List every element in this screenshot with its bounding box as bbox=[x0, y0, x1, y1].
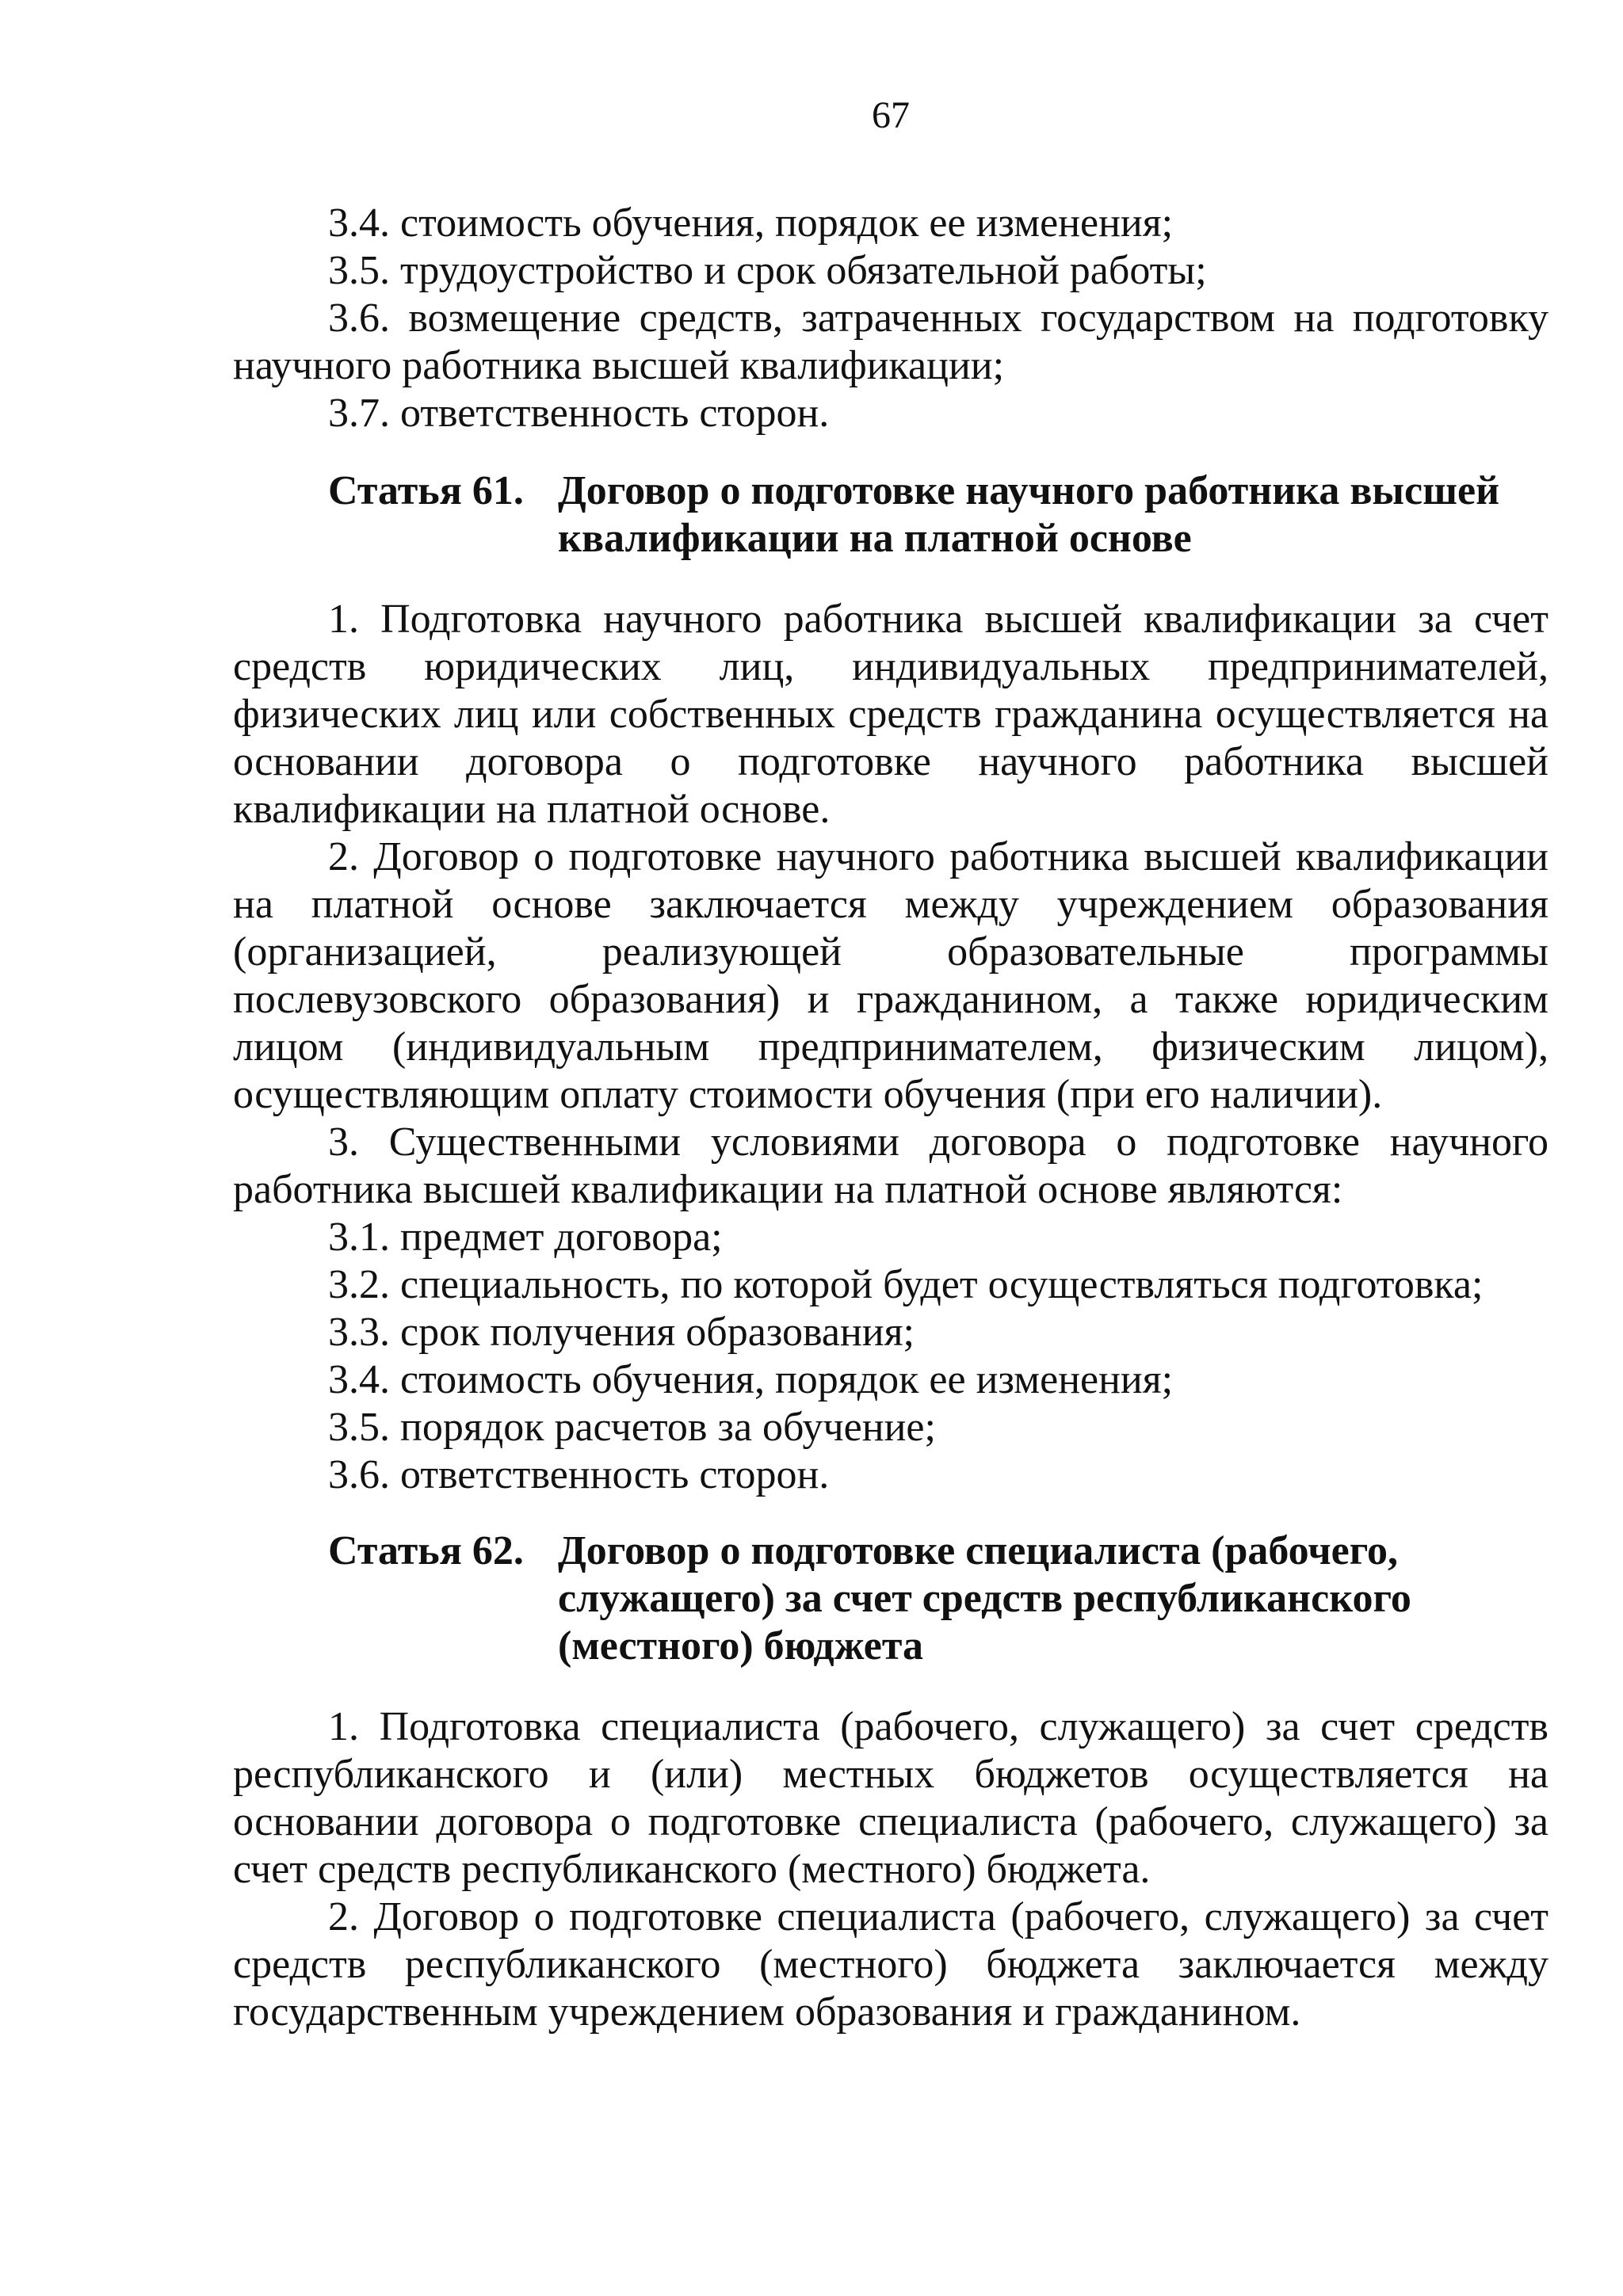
article-61-heading bbox=[328, 467, 1549, 563]
list-item: 3.7. ответственность сторон. bbox=[328, 391, 830, 436]
continued-list bbox=[233, 200, 1549, 437]
paragraph: 1. Подготовка специалиста (рабочего, служащего) за счет средств республиканского и (или) местных бюджетов осуществляется на основании договора о подготовке специалиста (рабочего, служащего) за счет средств республиканского (местного) бюджета. bbox=[233, 1704, 1549, 1892]
list-item: 3.3. срок получения образования; bbox=[328, 1310, 915, 1355]
list-item: 3.6. ответственность сторон. bbox=[328, 1452, 830, 1497]
list-item: 3.5. порядок расчетов за обучение; bbox=[328, 1405, 936, 1450]
page-number: 67 bbox=[872, 94, 910, 136]
list-item: 3.2. специальность, по которой будет осуществляться подготовка; bbox=[328, 1262, 1484, 1307]
paragraph: 3. Существенными условиями договора о подготовке научного работника высшей квалификации на платной основе являются: bbox=[233, 1119, 1549, 1212]
article-title: Договор о подготовке специалиста (рабочего, служащего) за счет средств республиканского (местного) бюджета bbox=[558, 1528, 1411, 1669]
article-62-body bbox=[233, 1703, 1549, 2036]
paragraph: 2. Договор о подготовке научного работника высшей квалификации на платной основе заключается между учреждением образования (организацией, реализующей образовательные программы послевузовского образования) и гражданином, а также юридическим лицом (индивидуальным предпринимателем, физическим лицом), осуществляющим оплату стоимости обучения (при его наличии). bbox=[233, 834, 1549, 1117]
list-item: 3.4. стоимость обучения, порядок ее изменения; bbox=[328, 200, 1174, 246]
article-62-heading bbox=[328, 1527, 1549, 1670]
article-number: Статья 62. bbox=[328, 1528, 524, 1573]
list-item: 3.4. стоимость обучения, порядок ее изменения; bbox=[328, 1357, 1174, 1402]
article-number: Статья 61. bbox=[328, 468, 524, 513]
list-item: 3.5. трудоустройство и срок обязательной работы; bbox=[328, 248, 1207, 293]
list-item: 3.1. предмет договора; bbox=[328, 1215, 723, 1260]
article-61-body bbox=[233, 596, 1549, 1499]
paragraph: 1. Подготовка научного работника высшей квалификации за счет средств юридических лиц, индивидуальных предпринимателей, физических лиц или собственных средств гражданина осуществляется на основании договора о подготовке научного работника высшей квалификации на платной основе. bbox=[233, 597, 1549, 832]
article-title: Договор о подготовке научного работника высшей квалификации на платной основе bbox=[558, 468, 1500, 561]
paragraph: 2. Договор о подготовке специалиста (рабочего, служащего) за счет средств республиканского (местного) бюджета заключается между государственным учреждением образования и гражданином. bbox=[233, 1894, 1549, 2035]
list-item-paragraph: 3.6. возмещение средств, затраченных государством на подготовку научного работника высшей квалификации; bbox=[233, 296, 1549, 388]
